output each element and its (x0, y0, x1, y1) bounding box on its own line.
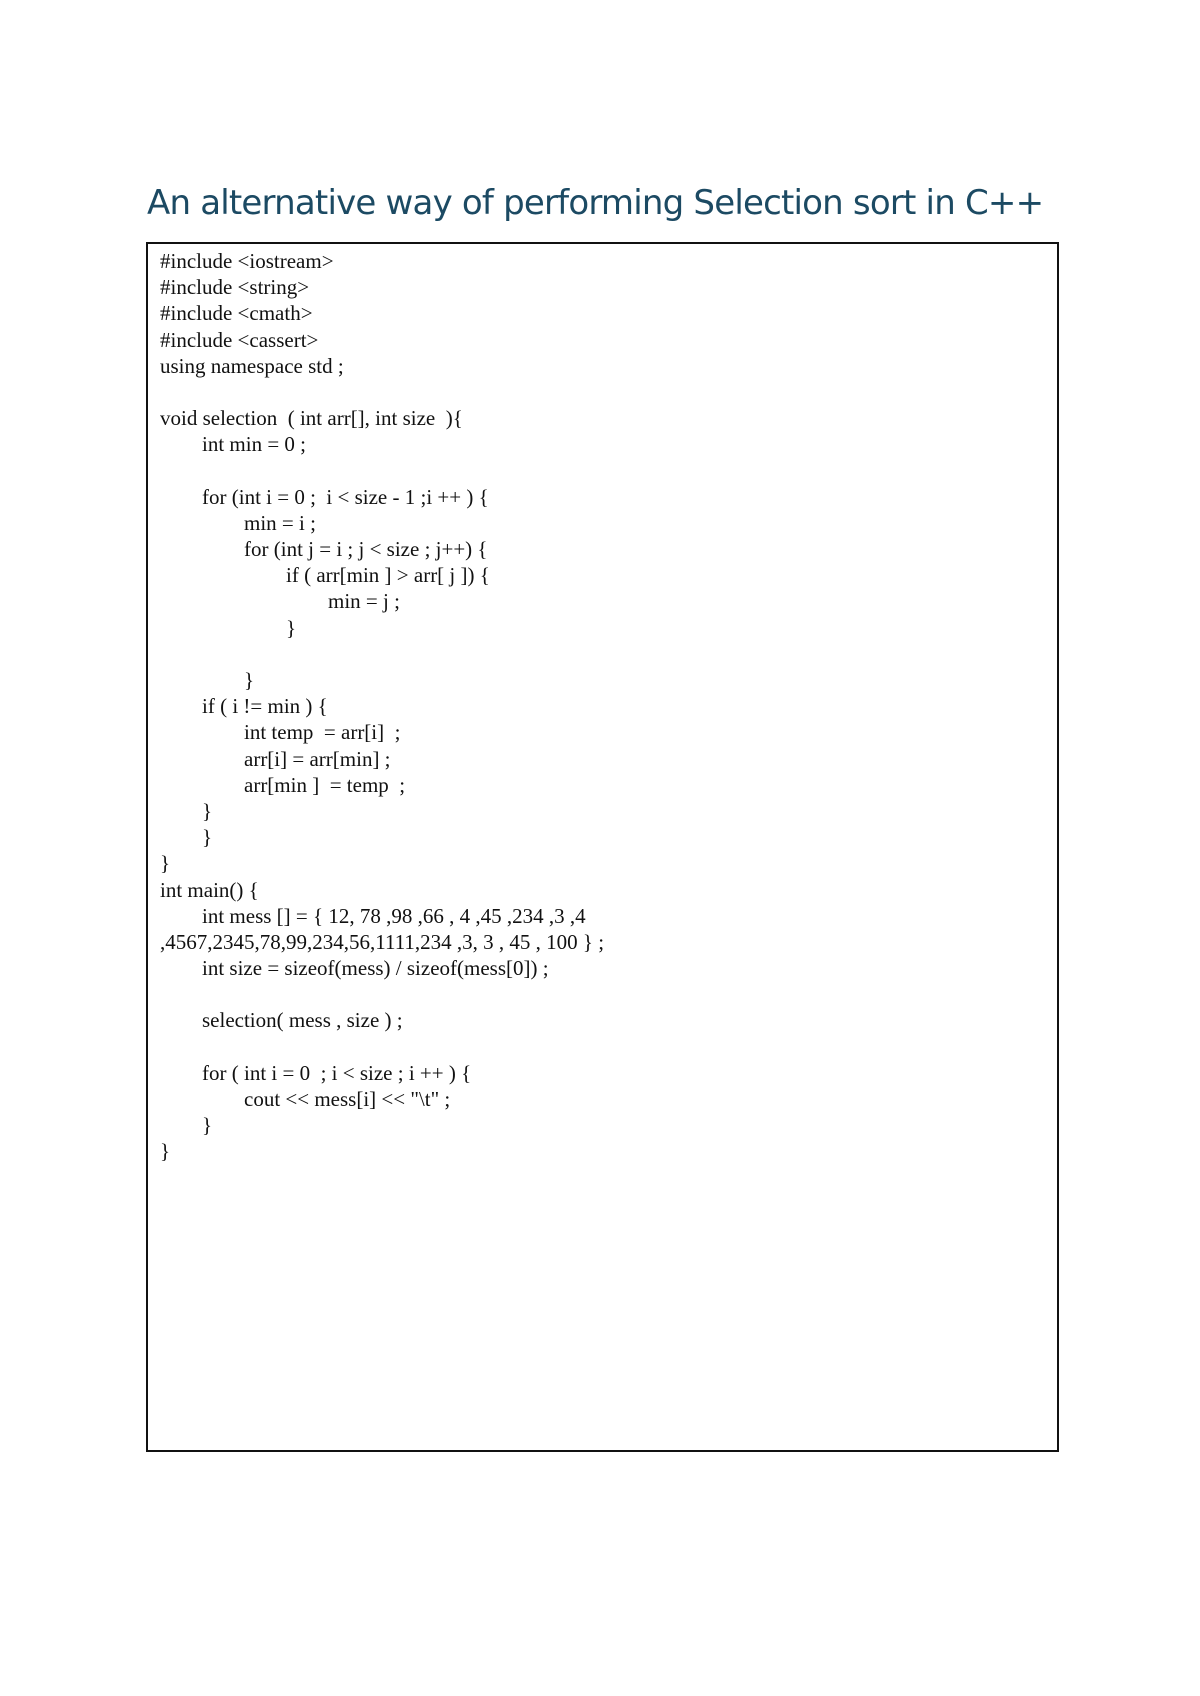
code-line: int size = sizeof(mess) / sizeof(mess[0]) ; (160, 956, 549, 981)
code-line: int min = 0 ; (160, 432, 307, 457)
code-line: if ( i != min ) { (160, 694, 328, 719)
code-line: } (160, 798, 213, 823)
code-line: #include <cmath> (160, 301, 313, 326)
code-line: min = i ; (160, 510, 316, 535)
code-line: #include <string> (160, 275, 310, 300)
code-line (160, 641, 604, 667)
code-line: cout << mess[i] << "\t" ; (160, 1087, 451, 1111)
code-line: min = j ; (160, 589, 400, 614)
code-line: } (160, 1139, 171, 1164)
code-line (160, 379, 604, 405)
code-line: int temp = arr[i] ; (160, 720, 401, 745)
code-line: for (int j = i ; j < size ; j++) { (160, 537, 488, 562)
code-line (160, 458, 604, 484)
code-line: if ( arr[min ] > arr[ j ]) { (160, 563, 490, 588)
code-line (160, 981, 604, 1007)
code-line: #include <cassert> (160, 327, 319, 352)
code-line (160, 1034, 604, 1060)
code-lines (160, 248, 604, 1165)
code-line: selection( mess , size ) ; (160, 1008, 403, 1033)
code-line: ,4567,2345,78,99,234,56,1111,234 ,3, 3 , 45 , 100 } ; (160, 929, 605, 954)
code-line: void selection ( int arr[], int size ){ (160, 406, 463, 431)
code-line: } (160, 668, 255, 692)
code-line: } (160, 851, 171, 876)
code-line: int main() { (160, 877, 259, 902)
code-line: } (160, 615, 297, 640)
code-block (146, 242, 1059, 1452)
page-title: An alternative way of performing Selection sort in C++ (147, 183, 1044, 223)
code-line: int mess [] = { 12, 78 ,98 ,66 , 4 ,45 ,234 ,3 ,4 (160, 903, 586, 928)
code-line: #include <iostream> (160, 249, 334, 273)
code-line: } (160, 825, 213, 850)
code-line: for ( int i = 0 ; i < size ; i ++ ) { (160, 1060, 472, 1085)
code-line: using namespace std ; (160, 353, 344, 378)
code-line: arr[min ] = temp ; (160, 772, 406, 797)
code-line: for (int i = 0 ; i < size - 1 ;i ++ ) { (160, 484, 489, 509)
code-line: arr[i] = arr[min] ; (160, 746, 391, 771)
code-line: } (160, 1113, 213, 1138)
